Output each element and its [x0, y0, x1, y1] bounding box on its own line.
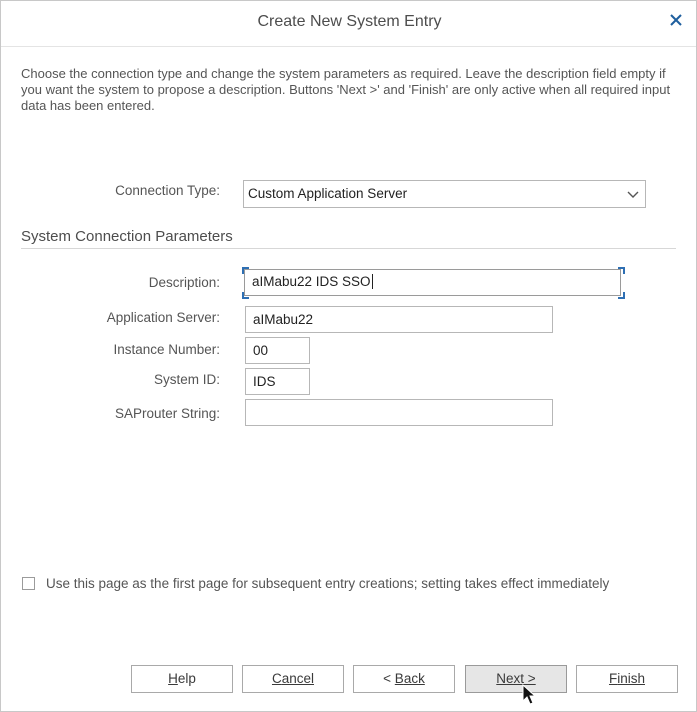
system-id-input[interactable] — [245, 368, 310, 395]
next-mnemonic: N — [496, 671, 507, 686]
help-mnemonic: H — [168, 671, 178, 686]
first-page-checkbox-label: Use this page as the first page for subsequent entry creations; setting takes effect immediately — [46, 576, 610, 591]
description-label: Description: — [148, 275, 220, 290]
first-page-checkbox[interactable] — [22, 577, 35, 590]
app-server-label: Application Server: — [106, 310, 220, 325]
focus-corner-bl — [242, 292, 249, 299]
instance-number-input[interactable] — [245, 337, 310, 364]
focus-corner-tr — [618, 267, 625, 274]
instance-number-value: 00 — [253, 343, 269, 358]
system-id-value: IDS — [253, 374, 276, 389]
help-label-rest: elp — [177, 671, 196, 686]
intro-text: Choose the connection type and change the system parameters as required. Leave the description field empty if you want the system to propose a description. Buttons 'Next >' and 'Finish' are only active when all required input data has been entered. — [21, 66, 671, 113]
mouse-cursor-icon — [522, 684, 538, 706]
cancel-label-rest: ancel — [281, 671, 315, 686]
saprouter-input[interactable] — [245, 399, 553, 426]
finish-label-rest: inish — [617, 671, 645, 686]
chevron-down-icon — [627, 189, 639, 199]
cancel-button[interactable] — [242, 665, 344, 693]
back-button[interactable] — [353, 665, 455, 693]
connection-type-value: Custom Application Server — [248, 186, 408, 201]
next-label-rest: ext > — [506, 671, 536, 686]
close-x-glyph — [669, 13, 683, 27]
close-icon[interactable] — [668, 13, 684, 29]
description-input[interactable] — [244, 269, 621, 296]
app-server-value: aIMabu22 — [253, 312, 314, 327]
saprouter-label: SAProuter String: — [114, 406, 220, 421]
back-label-rest: ack — [403, 671, 425, 686]
finish-mnemonic: F — [608, 671, 618, 686]
connection-type-label: Connection Type: — [115, 183, 220, 198]
cancel-mnemonic: C — [271, 671, 282, 686]
back-prefix: < — [383, 671, 395, 686]
text-caret — [372, 274, 373, 289]
help-button[interactable] — [131, 665, 233, 693]
header-divider — [1, 46, 696, 47]
finish-button[interactable] — [576, 665, 678, 693]
back-mnemonic: B — [394, 671, 404, 686]
description-value: aIMabu22 IDS SSO — [252, 274, 371, 289]
app-server-input[interactable] — [245, 306, 553, 333]
dialog-title: Create New System Entry — [257, 13, 442, 30]
instance-number-label: Instance Number: — [113, 342, 220, 357]
connection-type-select[interactable] — [243, 180, 646, 208]
section-title: System Connection Parameters — [21, 228, 233, 245]
focus-corner-br — [618, 292, 625, 299]
focus-corner-tl — [242, 267, 249, 274]
system-id-label: System ID: — [153, 372, 220, 387]
section-divider — [21, 248, 676, 249]
next-button[interactable] — [465, 665, 567, 693]
